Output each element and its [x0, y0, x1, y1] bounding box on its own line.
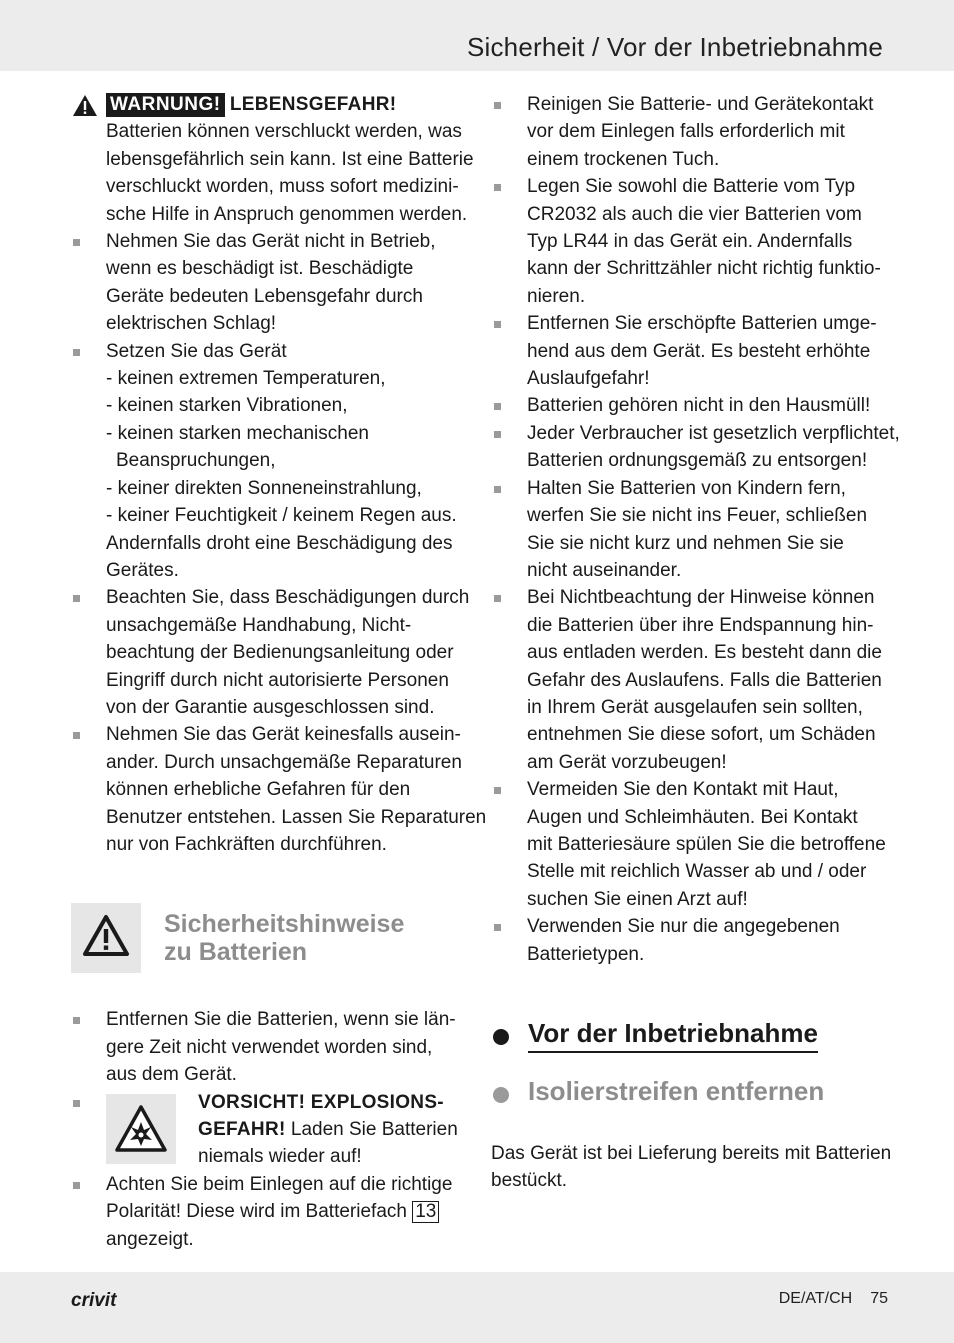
warning-triangle-icon [72, 94, 98, 117]
list-item [491, 173, 886, 310]
item-text-line: Sie sie nicht kurz und nehmen Sie sie [527, 532, 844, 554]
item-text-line: aus entladen werden. Es besteht dann die [527, 642, 882, 664]
sublist-line: Beanspruchungen, [116, 450, 276, 472]
page-header [0, 0, 954, 71]
bullet-square-icon [73, 595, 80, 602]
item-text-line: Eingriff durch nicht autorisierte Personen [106, 669, 449, 691]
warning-text-line: sche Hilfe in Anspruch genommen werden. [106, 203, 468, 225]
paragraph [491, 1140, 892, 1195]
item-text-line: gere Zeit nicht verwendet worden sind, [106, 1036, 433, 1058]
item-text-line: einem trockenen Tuch. [527, 148, 720, 170]
warning-text-line: lebensgefährlich sein kann. Ist eine Batterie [106, 148, 474, 170]
list-item [491, 776, 886, 913]
bullet-square-icon [494, 102, 501, 109]
explosion-heading: VORSICHT! EXPLOSIONS- [198, 1091, 444, 1113]
sublist-line: - keiner Feuchtigkeit / keinem Regen aus. [106, 505, 457, 527]
svg-text:crivit: crivit [71, 1290, 117, 1311]
item-text-line: angezeigt. [106, 1228, 194, 1250]
bullet-square-icon [73, 349, 80, 356]
item-text-line: Vermeiden Sie den Kontakt mit Haut, [527, 779, 839, 801]
list-item [491, 913, 886, 968]
sublist-line: - keinen starken Vibrationen, [106, 395, 348, 417]
item-text-line: Typ LR44 in das Gerät ein. Andernfalls [527, 231, 853, 253]
footer-info [779, 1290, 888, 1308]
item-text-line: nur von Fachkräften durchführen. [106, 833, 387, 855]
item-text-line: CR2032 als auch die vier Batterien vom [527, 203, 862, 225]
bullet-square-icon [494, 431, 501, 438]
warning-triangle-icon [82, 914, 130, 958]
item-text-line: nieren. [527, 285, 586, 307]
item-text-line: Batterietypen. [527, 943, 645, 965]
page-title: Sicherheit / Vor der Inbetriebnahme [466, 32, 883, 62]
warning-heading: LEBENSGEFAHR! [229, 94, 397, 115]
item-text-line: Nehmen Sie das Gerät nicht in Betrieb, [106, 231, 436, 253]
item-text-line: aus dem Gerät. [106, 1064, 237, 1086]
bullet-square-icon [494, 403, 501, 410]
item-text-line: kann der Schrittzähler nicht richtig funktio- [527, 258, 881, 280]
warning-text-line: Batterien können verschluckt werden, was [106, 121, 462, 143]
bullet-square-icon [494, 787, 501, 794]
bullet-square-icon [494, 321, 501, 328]
page-number: 75 [870, 1290, 888, 1307]
item-text-line: Beachten Sie, dass Beschädigungen durch [106, 587, 470, 609]
item-text-line: Achten Sie beim Einlegen auf die richtige [106, 1173, 453, 1195]
item-text-line: nicht auseinander. [527, 559, 682, 581]
item-text-line: Nehmen Sie das Gerät keinesfalls ausein- [106, 724, 461, 746]
list-item [491, 584, 886, 776]
item-text-line: Benutzer entstehen. Lassen Sie Reparaturen [106, 806, 487, 828]
item-text-line: Andernfalls droht eine Beschädigung des [106, 532, 453, 554]
list-item [70, 721, 487, 858]
item-text-line: vor dem Einlegen falls erforderlich mit [527, 121, 845, 143]
bullet-square-icon [494, 184, 501, 191]
item-text-line: beachtung der Bedienungsanleitung oder [106, 642, 454, 664]
paragraph-line: bestückt. [491, 1170, 568, 1192]
item-text-line: wenn es beschädigt ist. Beschädigte [106, 258, 414, 280]
explosion-hazard-icon [114, 1104, 168, 1154]
region-label: DE/AT/CH [778, 1290, 853, 1307]
brand-logo [70, 1287, 128, 1316]
section-title-line: zu Batterien [164, 938, 308, 967]
crivit-logo-icon [70, 1287, 128, 1311]
item-text-line: elektrischen Schlag! [106, 313, 277, 335]
left-column [70, 91, 487, 1253]
list-item [491, 310, 886, 392]
bullet-square-icon [73, 732, 80, 739]
item-text-line: Setzen Sie das Gerät [106, 340, 287, 362]
item-text-line: Geräte bedeuten Lebensgefahr durch [106, 285, 423, 307]
item-text-line: Auslaufgefahr! [527, 368, 650, 390]
page-footer [0, 1272, 954, 1343]
item-text-line: Gerätes. [106, 559, 179, 581]
item-text-line: Entfernen Sie erschöpfte Batterien umge- [527, 313, 877, 335]
item-text-line: am Gerät vorzubeugen! [527, 751, 727, 773]
explosion-text: Laden Sie Batterien [285, 1119, 458, 1140]
item-text-line: die Batterien über ihre Endspannung hin- [527, 614, 874, 636]
bullet-square-icon [494, 595, 501, 602]
heading-before-use [491, 1020, 886, 1060]
bullet-square-icon [73, 239, 80, 246]
item-text-line: werfen Sie sie nicht ins Feuer, schließen [527, 505, 868, 527]
heading-text: Vor der Inbetriebnahme [528, 1018, 818, 1053]
list-item [491, 392, 886, 419]
warning-block [70, 91, 474, 228]
list-item [491, 91, 886, 173]
list-item [491, 420, 900, 475]
item-text-line: Halten Sie Batterien von Kindern fern, [527, 477, 846, 499]
list-item [491, 475, 886, 585]
list-item [70, 1006, 465, 1088]
item-text-line: hend aus dem Gerät. Es besteht erhöhte [527, 340, 871, 362]
item-text-line: Batterien gehören nicht in den Hausmüll! [527, 395, 871, 417]
sublist-line: - keiner direkten Sonneneinstrahlung, [106, 477, 422, 499]
item-text-line: Bei Nichtbeachtung der Hinweise können [527, 587, 875, 609]
item-text-line: von der Garantie ausgeschlossen sind. [106, 696, 435, 718]
bullet-square-icon [494, 924, 501, 931]
item-text-line: Polarität! Diese wird im Batteriefach [106, 1201, 413, 1223]
list-item [70, 584, 470, 721]
item-text-line: mit Batteriesäure spülen Sie die betroffene [527, 833, 886, 855]
item-text-line: Augen und Schleimhäuten. Bei Kontakt [527, 806, 858, 828]
item-text-line: ander. Durch unsachgemäße Reparaturen [106, 751, 462, 773]
paragraph-line: Das Gerät ist bei Lieferung bereits mit Batterien [491, 1143, 892, 1164]
explosion-text: niemals wieder auf! [198, 1146, 362, 1168]
bullet-square-icon [73, 1182, 80, 1189]
explosion-icon-box [106, 1094, 176, 1164]
section-icon-box [71, 903, 141, 973]
sublist-line: - keinen starken mechanischen [106, 422, 369, 444]
section-heading-batteries [70, 903, 465, 975]
item-text-line: in Ihrem Gerät ausgelaufen sein sollten, [527, 696, 863, 718]
bullet-square-icon [73, 1100, 80, 1107]
item-text-line: Entfernen Sie die Batterien, wenn sie län- [106, 1009, 456, 1031]
bullet-circle-icon [493, 1087, 509, 1103]
warning-badge: WARNUNG! [106, 93, 225, 117]
item-text-line: unsachgemäße Handhabung, Nicht- [106, 614, 412, 636]
heading-remove-strip [491, 1078, 886, 1118]
reference-number-box: 13 [412, 1201, 439, 1223]
item-text-line: Jeder Verbraucher ist gesetzlich verpflichtet, [527, 422, 900, 444]
bullet-circle-icon [493, 1029, 509, 1045]
item-text-line: entnehmen Sie diese sofort, um Schäden [527, 724, 876, 746]
item-text-line: Batterien ordnungsgemäß zu entsorgen! [527, 450, 868, 472]
section-title [164, 910, 404, 966]
list-item [70, 1171, 465, 1253]
list-item [70, 228, 465, 338]
item-text-line: Reinigen Sie Batterie- und Gerätekontakt [527, 94, 874, 115]
item-text-line: suchen Sie einen Arzt auf! [527, 888, 748, 910]
bullet-square-icon [73, 1017, 80, 1024]
right-list [491, 91, 900, 968]
heading-text: Isolierstreifen entfernen [528, 1076, 825, 1106]
item-text-line: Stelle mit reichlich Wasser ab und / oder [527, 861, 867, 883]
item-text-line: Verwenden Sie nur die angegebenen [527, 916, 840, 938]
item-text-line: Gefahr des Auslaufens. Falls die Batterien [527, 669, 882, 691]
item-text-line: Legen Sie sowohl die Batterie vom Typ [527, 176, 856, 198]
bullet-square-icon [494, 486, 501, 493]
list-item [70, 338, 465, 585]
sublist-line: - keinen extremen Temperaturen, [106, 368, 386, 390]
explosion-warning-item [70, 1089, 465, 1171]
item-text-line: können erhebliche Gefahren für den [106, 779, 411, 801]
section-title-line: Sicherheitshinweise [164, 910, 405, 939]
warning-text-line: verschluckt worden, muss sofort medizini- [106, 176, 459, 198]
explosion-heading: GEFAHR! [198, 1119, 286, 1140]
right-column [491, 91, 900, 1195]
